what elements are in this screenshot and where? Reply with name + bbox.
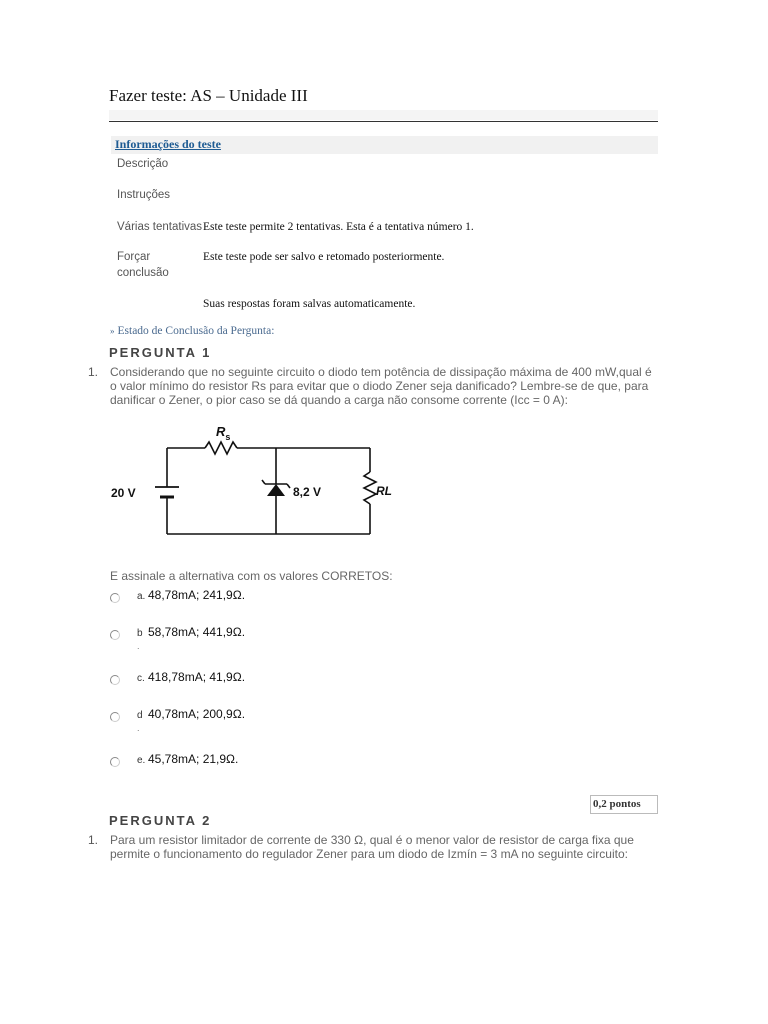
page-title: Fazer teste: AS – Unidade III xyxy=(109,86,308,105)
question-1-number: 1. xyxy=(88,365,99,379)
question-1-text: Considerando que no seguinte circuito o diodo tem potência de dissipação máxima de 400 mW,qual é o valor mínimo do resistor Rs para evitar que o diodo Zener seja danificado? Lembre-se de que, para danificar o Zener, o pior caso se dá quando a carga não consome corrente (Icc = 0 A): xyxy=(110,365,652,407)
question-1-title: PERGUNTA 1 xyxy=(109,345,212,360)
radio-option-b[interactable] xyxy=(110,630,120,640)
autosave-message: Suas respostas foram salvas automaticamente. xyxy=(203,298,416,310)
option-d-text: 40,78mA; 200,9Ω. xyxy=(148,707,246,721)
info-label-instructions: Instruções xyxy=(117,189,171,201)
option-c-text: 418,78mA; 41,9Ω. xyxy=(148,670,246,684)
load-resistor-label: RL xyxy=(376,484,392,498)
option-e-letter: e. xyxy=(137,755,146,766)
test-info-link[interactable]: Informações do teste xyxy=(115,137,221,151)
info-value-force-completion: Este teste pode ser salvo e retomado posteriormente. xyxy=(203,251,445,263)
info-value-attempts: Este teste permite 2 tentativas. Esta é a tentativa número 1. xyxy=(203,221,474,233)
question-2-points-badge: 0,2 pontos xyxy=(590,795,658,814)
option-e-text: 45,78mA; 21,9Ω. xyxy=(148,752,239,766)
option-d-dot: . xyxy=(137,723,140,733)
radio-option-e[interactable] xyxy=(110,757,120,767)
radio-option-d[interactable] xyxy=(110,712,120,722)
zener-circuit-diagram xyxy=(105,420,415,540)
info-label-description: Descrição xyxy=(117,158,169,170)
zener-voltage-label: 8,2 V xyxy=(293,485,322,499)
option-a-letter: a. xyxy=(137,591,146,602)
option-b-text: 58,78mA; 441,9Ω. xyxy=(148,625,246,639)
option-c-letter: c. xyxy=(137,673,145,684)
header-band xyxy=(109,110,658,120)
title-divider xyxy=(109,121,658,122)
question-1-prompt: E assinale a alternativa com os valores CORRETOS: xyxy=(110,569,393,583)
resistor-rs-label: $R_s$ xyxy=(216,424,231,442)
info-label-attempts: Várias tentativas xyxy=(117,221,203,233)
option-d-letter: d xyxy=(137,710,143,721)
option-a-text: 48,78mA; 241,9Ω. xyxy=(148,588,246,602)
radio-option-a[interactable] xyxy=(110,593,120,603)
double-chevron-down-icon: » xyxy=(110,326,115,336)
option-b-letter: b xyxy=(137,628,143,639)
info-label-force-completion: Forçar conclusão xyxy=(117,251,169,279)
question-2-title: PERGUNTA 2 xyxy=(109,813,212,828)
zener-diode-symbol xyxy=(267,484,285,496)
test-info-header xyxy=(111,136,658,154)
question-2-text: Para um resistor limitador de corrente de 330 Ω, qual é o menor valor de resistor de carga fixa que permite o funcionamento do regulador Zener para um diodo de Izmín = 3 mA no seguinte circuito: xyxy=(110,833,634,861)
radio-option-c[interactable] xyxy=(110,675,120,685)
source-voltage-label: 20 V xyxy=(111,486,136,500)
question-2-number: 1. xyxy=(88,833,99,847)
question-status-toggle[interactable] xyxy=(110,325,274,337)
question-status-label: Estado de Conclusão da Pergunta: xyxy=(117,325,275,337)
option-b-dot: . xyxy=(137,641,140,651)
